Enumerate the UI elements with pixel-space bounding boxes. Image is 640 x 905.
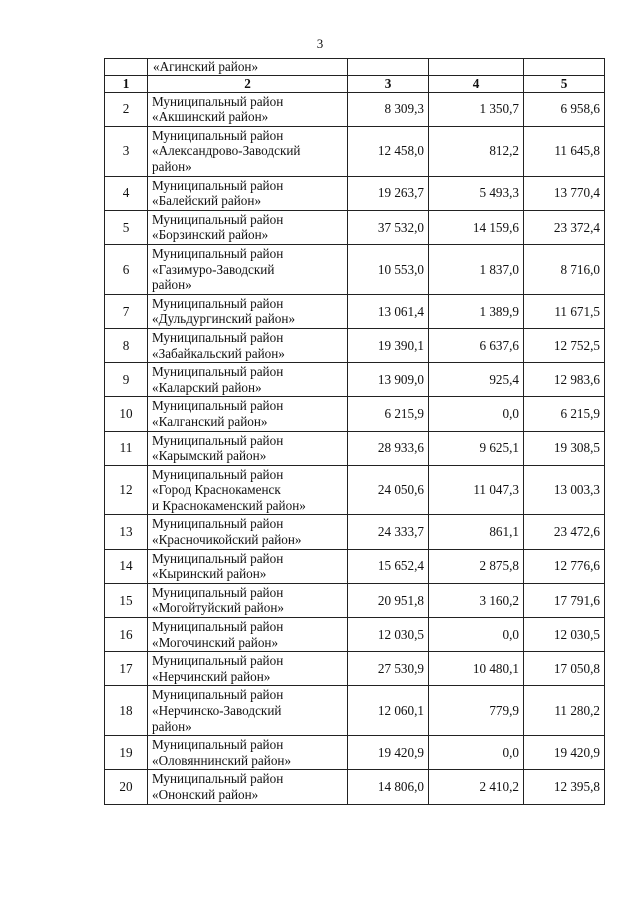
table-row bbox=[105, 244, 605, 294]
district-name bbox=[148, 397, 348, 431]
district-name-line: «Оловяннинский район» bbox=[152, 752, 292, 768]
value-c4: 0,0 bbox=[429, 397, 524, 431]
value-c3: 19 420,9 bbox=[348, 736, 429, 770]
district-name bbox=[148, 770, 348, 804]
table-row bbox=[105, 397, 605, 431]
district-name-line: Муниципальный район bbox=[152, 619, 284, 635]
table-row bbox=[105, 294, 605, 328]
page-number: 3 bbox=[316, 36, 324, 51]
row-number: 18 bbox=[105, 686, 148, 736]
header-cell-5: 5 bbox=[524, 76, 605, 93]
district-name bbox=[148, 686, 348, 736]
value-c4: 2 875,8 bbox=[429, 549, 524, 583]
value-c4: 779,9 bbox=[429, 686, 524, 736]
value-c5: 6 958,6 bbox=[524, 92, 605, 126]
district-name-line: «Калганский район» bbox=[152, 413, 268, 429]
value-c5: 19 420,9 bbox=[524, 736, 605, 770]
table-row bbox=[105, 465, 605, 515]
value-c4: 3 160,2 bbox=[429, 583, 524, 617]
header-cell-1: 1 bbox=[105, 76, 148, 93]
district-name bbox=[148, 210, 348, 244]
value-c4: 0,0 bbox=[429, 736, 524, 770]
district-name-line: «Забайкальский район» bbox=[152, 345, 285, 361]
district-name-line: «Карымский район» bbox=[152, 448, 267, 464]
header-cell-3: 3 bbox=[348, 76, 429, 93]
header-cell-2: 2 bbox=[148, 76, 348, 93]
value-c5: 17 050,8 bbox=[524, 652, 605, 686]
district-name-line: «Город Краснокаменск bbox=[152, 482, 281, 498]
value-c4: 1 350,7 bbox=[429, 92, 524, 126]
district-name-line: «Ононский район» bbox=[152, 787, 259, 802]
district-name-line: Муниципальный район bbox=[152, 550, 284, 566]
district-name-line: Муниципальный район bbox=[152, 211, 284, 227]
value-c4: 812,2 bbox=[429, 126, 524, 176]
district-name-line: Муниципальный район bbox=[152, 653, 284, 669]
value-c3: 12 030,5 bbox=[348, 618, 429, 652]
row-number: 6 bbox=[105, 244, 148, 294]
row-number: 3 bbox=[105, 126, 148, 176]
table-row bbox=[105, 126, 605, 176]
table-row bbox=[105, 770, 605, 804]
table-row bbox=[105, 736, 605, 770]
value-c4: 861,1 bbox=[429, 515, 524, 549]
value-c3: 28 933,6 bbox=[348, 431, 429, 465]
value-c5: 12 983,6 bbox=[524, 363, 605, 397]
district-name-line: «Могочинский район» bbox=[152, 634, 279, 650]
district-name-line: «Дульдургинский район» bbox=[152, 311, 296, 327]
district-name bbox=[148, 92, 348, 126]
row-number: 13 bbox=[105, 515, 148, 549]
header-cell-4: 4 bbox=[429, 76, 524, 93]
continuation-name: «Агинский район» bbox=[148, 59, 348, 76]
value-c3: 19 390,1 bbox=[348, 328, 429, 362]
value-c3: 24 050,6 bbox=[348, 465, 429, 515]
row-number: 14 bbox=[105, 549, 148, 583]
district-name bbox=[148, 736, 348, 770]
row-number: 4 bbox=[105, 176, 148, 210]
district-name-line: «Каларский район» bbox=[152, 379, 262, 395]
value-c3: 14 806,0 bbox=[348, 770, 429, 804]
value-c4: 9 625,1 bbox=[429, 431, 524, 465]
district-name-line: и Краснокаменский район» bbox=[152, 497, 306, 513]
district-name-line: «Акшинский район» bbox=[152, 109, 269, 125]
table-row bbox=[105, 618, 605, 652]
value-c5: 23 372,4 bbox=[524, 210, 605, 244]
value-c3: 20 951,8 bbox=[348, 583, 429, 617]
district-name-line: район» bbox=[152, 158, 192, 174]
table-row bbox=[105, 549, 605, 583]
district-name bbox=[148, 583, 348, 617]
value-c5: 8 716,0 bbox=[524, 244, 605, 294]
value-c5: 12 752,5 bbox=[524, 328, 605, 362]
row-number: 7 bbox=[105, 294, 148, 328]
value-c3: 8 309,3 bbox=[348, 92, 429, 126]
value-c4: 2 410,2 bbox=[429, 770, 524, 804]
district-name bbox=[148, 431, 348, 465]
value-c5: 6 215,9 bbox=[524, 397, 605, 431]
table-row bbox=[105, 363, 605, 397]
value-c4: 5 493,3 bbox=[429, 176, 524, 210]
continuation-row bbox=[105, 59, 605, 76]
value-c5: 19 308,5 bbox=[524, 431, 605, 465]
district-name-line: Муниципальный район bbox=[152, 127, 284, 143]
value-c5: 12 776,6 bbox=[524, 549, 605, 583]
value-c3: 24 333,7 bbox=[348, 515, 429, 549]
continuation-cell-4 bbox=[429, 59, 524, 76]
value-c5: 17 791,6 bbox=[524, 583, 605, 617]
table-row bbox=[105, 686, 605, 736]
district-name-line: Муниципальный район bbox=[152, 398, 284, 414]
row-number: 15 bbox=[105, 583, 148, 617]
district-name bbox=[148, 126, 348, 176]
district-name-line: Муниципальный район bbox=[152, 245, 284, 261]
district-name-line: Муниципальный район bbox=[152, 584, 284, 600]
value-c3: 12 060,1 bbox=[348, 686, 429, 736]
header-row bbox=[105, 76, 605, 93]
table-row bbox=[105, 176, 605, 210]
value-c4: 11 047,3 bbox=[429, 465, 524, 515]
district-name-line: Муниципальный район bbox=[152, 432, 284, 448]
district-name-line: Муниципальный район bbox=[152, 516, 284, 532]
district-name-line: «Кыринский район» bbox=[152, 566, 267, 582]
value-c3: 37 532,0 bbox=[348, 210, 429, 244]
district-name bbox=[148, 363, 348, 397]
district-name-line: Муниципальный район bbox=[152, 177, 284, 193]
table-body bbox=[105, 59, 605, 805]
value-c4: 10 480,1 bbox=[429, 652, 524, 686]
district-name bbox=[148, 515, 348, 549]
district-name bbox=[148, 549, 348, 583]
district-name-line: Муниципальный район bbox=[152, 466, 284, 482]
district-name bbox=[148, 244, 348, 294]
district-name-line: «Александрово-Заводский bbox=[152, 143, 301, 159]
value-c3: 27 530,9 bbox=[348, 652, 429, 686]
value-c5: 12 395,8 bbox=[524, 770, 605, 804]
district-name-line: район» bbox=[152, 718, 192, 734]
row-number: 12 bbox=[105, 465, 148, 515]
value-c5: 13 003,3 bbox=[524, 465, 605, 515]
district-name-line: Муниципальный район bbox=[152, 329, 284, 345]
value-c5: 13 770,4 bbox=[524, 176, 605, 210]
district-name bbox=[148, 618, 348, 652]
row-number: 10 bbox=[105, 397, 148, 431]
value-c3: 6 215,9 bbox=[348, 397, 429, 431]
value-c5: 11 280,2 bbox=[524, 686, 605, 736]
district-name-line: район» bbox=[152, 277, 192, 293]
district-name-line: «Могойтуйский район» bbox=[152, 600, 284, 616]
value-c4: 0,0 bbox=[429, 618, 524, 652]
table-row bbox=[105, 583, 605, 617]
district-name-line: Муниципальный район bbox=[152, 687, 284, 703]
row-number: 8 bbox=[105, 328, 148, 362]
district-name-line: «Борзинский район» bbox=[152, 227, 269, 243]
district-name-line: «Нерчинский район» bbox=[152, 668, 271, 684]
district-name-line: Муниципальный район bbox=[152, 295, 284, 311]
value-c4: 14 159,6 bbox=[429, 210, 524, 244]
data-table bbox=[104, 58, 605, 805]
continuation-cell-5 bbox=[524, 59, 605, 76]
continuation-cell-3 bbox=[348, 59, 429, 76]
table-row bbox=[105, 210, 605, 244]
district-name bbox=[148, 294, 348, 328]
row-number: 2 bbox=[105, 92, 148, 126]
row-number: 19 bbox=[105, 736, 148, 770]
value-c3: 12 458,0 bbox=[348, 126, 429, 176]
value-c4: 6 637,6 bbox=[429, 328, 524, 362]
row-number: 9 bbox=[105, 363, 148, 397]
table-row bbox=[105, 515, 605, 549]
value-c4: 1 837,0 bbox=[429, 244, 524, 294]
row-number: 11 bbox=[105, 431, 148, 465]
value-c5: 11 645,8 bbox=[524, 126, 605, 176]
district-name-line: «Красночикойский район» bbox=[152, 532, 302, 548]
district-name-line: «Газимуро-Заводский bbox=[152, 261, 275, 277]
table-row bbox=[105, 328, 605, 362]
district-name-line: Муниципальный район bbox=[152, 93, 284, 109]
table-row bbox=[105, 652, 605, 686]
row-number: 5 bbox=[105, 210, 148, 244]
district-name bbox=[148, 652, 348, 686]
district-name-line: «Балейский район» bbox=[152, 193, 262, 209]
value-c3: 13 061,4 bbox=[348, 294, 429, 328]
value-c4: 925,4 bbox=[429, 363, 524, 397]
district-name bbox=[148, 176, 348, 210]
district-name-line: Муниципальный район bbox=[152, 364, 284, 380]
value-c3: 15 652,4 bbox=[348, 549, 429, 583]
continuation-cell-1 bbox=[105, 59, 148, 76]
district-name-line: Муниципальный район bbox=[152, 771, 284, 787]
value-c3: 10 553,0 bbox=[348, 244, 429, 294]
value-c5: 23 472,6 bbox=[524, 515, 605, 549]
value-c3: 19 263,7 bbox=[348, 176, 429, 210]
row-number: 20 bbox=[105, 770, 148, 804]
value-c4: 1 389,9 bbox=[429, 294, 524, 328]
row-number: 16 bbox=[105, 618, 148, 652]
value-c3: 13 909,0 bbox=[348, 363, 429, 397]
value-c5: 11 671,5 bbox=[524, 294, 605, 328]
district-name-line: «Нерчинско-Заводский bbox=[152, 703, 282, 719]
district-name-line: Муниципальный район bbox=[152, 737, 284, 753]
row-number: 17 bbox=[105, 652, 148, 686]
district-name bbox=[148, 328, 348, 362]
district-name bbox=[148, 465, 348, 515]
table-row bbox=[105, 92, 605, 126]
value-c5: 12 030,5 bbox=[524, 618, 605, 652]
table-row bbox=[105, 431, 605, 465]
